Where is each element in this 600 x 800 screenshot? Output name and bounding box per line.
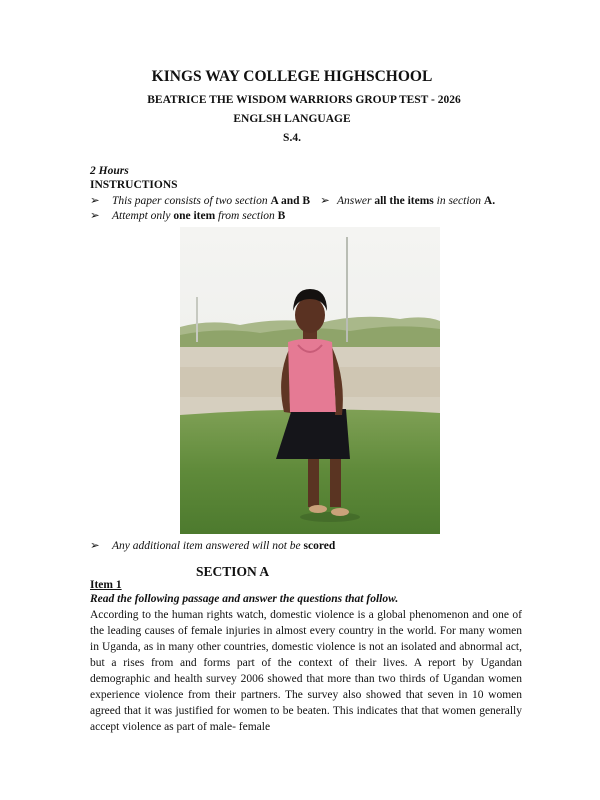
instruction-text: Answer (336, 195, 375, 207)
instruction-emphasis: all the items (374, 195, 437, 207)
instruction-text: in section (436, 195, 484, 207)
arrow-bullet-icon: ➢ (90, 210, 100, 222)
instruction-emphasis: scored (303, 540, 336, 552)
duration: 2 Hours (90, 165, 129, 177)
reading-passage: According to the human rights watch, domestic violence is a global phenomenon and one of the leading causes of female injuries in almost every country in the world. For many women in Uganda, as in many other countries, domestic violence is not an isolated and abnormal act, but a rises from and forms part of the context of their lives. A report by Ugandan demographic and health survey 2006 showed that more than two thirds of Ugandan women experience violence from their partners. The survey also showed that seven in 10 women agreed that it was justified for women to be beaten. This indicates that that women generally accept violence as part of male- female (90, 609, 522, 733)
arrow-bullet-icon: ➢ (90, 195, 100, 207)
subject-title: ENGLSH LANGUAGE (233, 113, 351, 125)
instruction-bullet-1 (90, 193, 495, 207)
instruction-emphasis: A. (483, 195, 496, 207)
instruction-emphasis: A and B (270, 195, 311, 207)
item-prompt: Read the following passage and answer the questions that follow. (90, 593, 399, 605)
instruction-text: This paper consists of two section (112, 195, 271, 207)
instruction-bullet-2 (90, 208, 285, 222)
class-title: S.4. (283, 132, 301, 144)
section-heading: SECTION A (196, 564, 270, 579)
instructions-heading: INSTRUCTIONS (90, 179, 178, 191)
instruction-text: from section (218, 210, 278, 222)
instruction-bullet-3 (90, 538, 335, 552)
arrow-bullet-icon: ➢ (90, 540, 100, 552)
arrow-bullet-icon: ➢ (320, 195, 330, 207)
item-heading: Item 1 (90, 579, 122, 591)
instruction-text: Attempt only (112, 210, 174, 222)
instruction-emphasis: B (277, 210, 286, 222)
test-title: BEATRICE THE WISDOM WARRIORS GROUP TEST - 2026 (147, 94, 461, 106)
school-name: KINGS WAY COLLEGE HIGHSCHOOL (151, 68, 433, 85)
instruction-text: Any additional item answered will not be (112, 540, 304, 552)
instruction-emphasis: one item (173, 210, 219, 222)
student-photo (180, 227, 440, 534)
